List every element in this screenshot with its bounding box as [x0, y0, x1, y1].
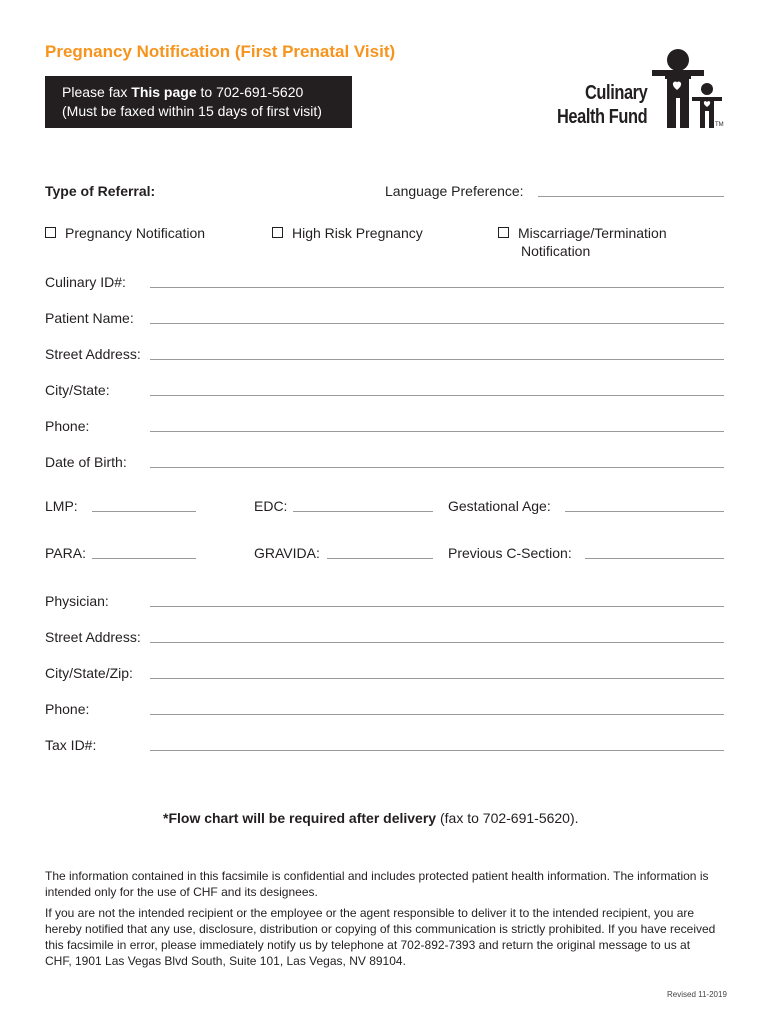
- culinary-id-input[interactable]: [150, 287, 724, 288]
- lmp-input[interactable]: [92, 511, 196, 512]
- culinary-health-fund-logo: [555, 44, 730, 134]
- physician-input[interactable]: [150, 606, 724, 607]
- gravida-input[interactable]: [327, 558, 433, 559]
- referral-option-miscarriage-termination[interactable]: Miscarriage/Termination: [498, 225, 667, 241]
- physician-phone-label: Phone:: [45, 701, 90, 717]
- logo-text-health-fund: Health Fund: [557, 106, 648, 128]
- fax-line-1: Please fax This page to 702-691-5620: [62, 84, 304, 100]
- patient-street-address-input[interactable]: [150, 359, 724, 360]
- lmp-label: LMP:: [45, 498, 78, 514]
- physician-city-state-zip-input[interactable]: [150, 678, 724, 679]
- form-title: Pregnancy Notification (First Prenatal Visit): [45, 42, 396, 61]
- tax-id-label: Tax ID#:: [45, 737, 97, 753]
- confidentiality-paragraph: The information contained in this facsimile is confidential and includes protected patient health information. The information is intended only for the use of CHF and its designees.: [45, 869, 709, 899]
- checkbox-high-risk-pregnancy[interactable]: [272, 227, 283, 238]
- gestational-age-input[interactable]: [565, 511, 724, 512]
- patient-name-label: Patient Name:: [45, 310, 134, 326]
- fax-line-2: (Must be faxed within 15 days of first visit): [62, 103, 322, 119]
- edc-label: EDC:: [254, 498, 288, 514]
- physician-label: Physician:: [45, 593, 109, 609]
- patient-city-state-input[interactable]: [150, 395, 724, 396]
- referral-option-pregnancy-notification[interactable]: Pregnancy Notification: [45, 225, 205, 241]
- referral-option-high-risk-pregnancy[interactable]: High Risk Pregnancy: [272, 225, 423, 241]
- para-label: PARA:: [45, 545, 86, 561]
- para-input[interactable]: [92, 558, 196, 559]
- date-of-birth-input[interactable]: [150, 467, 724, 468]
- gravida-label: GRAVIDA:: [254, 545, 320, 561]
- gestational-age-label: Gestational Age:: [448, 498, 551, 514]
- logo-text-culinary: Culinary: [585, 82, 648, 104]
- checkbox-miscarriage-termination[interactable]: [498, 227, 509, 238]
- referral-option-notification-text: Notification: [521, 243, 591, 259]
- patient-city-state-label: City/State:: [45, 382, 110, 398]
- physician-street-address-input[interactable]: [150, 642, 724, 643]
- checkbox-pregnancy-notification[interactable]: [45, 227, 56, 238]
- intended-recipient-paragraph: If you are not the intended recipient or the employee or the agent responsible to deliver it to the intended recipient, you are hereby notified that any use, disclosure, distribution or copying of this communication is strictly prohibited. If you have received this facsimile in error, please immediately notify us by telephone at 702-892-7393 and return the original message to us at CHF, 1901 Las Vegas Blvd South, Suite 101, Las Vegas, NV 89104.: [45, 906, 716, 968]
- patient-phone-label: Phone:: [45, 418, 90, 434]
- date-of-birth-label: Date of Birth:: [45, 454, 127, 470]
- language-preference-input[interactable]: [538, 196, 724, 197]
- type-of-referral-label: Type of Referral:: [45, 183, 156, 199]
- tax-id-input[interactable]: [150, 750, 724, 751]
- previous-c-section-input[interactable]: [585, 558, 724, 559]
- previous-c-section-label: Previous C-Section:: [448, 545, 572, 561]
- flow-chart-note: *Flow chart will be required after delivery (fax to 702-691-5620).: [163, 810, 579, 826]
- patient-name-input[interactable]: [150, 323, 724, 324]
- culinary-id-label: Culinary ID#:: [45, 274, 126, 290]
- patient-street-address-label: Street Address:: [45, 346, 141, 362]
- fax-instruction-box: [45, 76, 352, 128]
- physician-phone-input[interactable]: [150, 714, 724, 715]
- patient-phone-input[interactable]: [150, 431, 724, 432]
- language-preference-label: Language Preference:: [385, 183, 524, 199]
- revision-date: Revised 11-2019: [667, 990, 727, 999]
- physician-city-state-zip-label: City/State/Zip:: [45, 665, 133, 681]
- edc-input[interactable]: [293, 511, 433, 512]
- physician-street-address-label: Street Address:: [45, 629, 141, 645]
- trademark: TM: [715, 122, 724, 128]
